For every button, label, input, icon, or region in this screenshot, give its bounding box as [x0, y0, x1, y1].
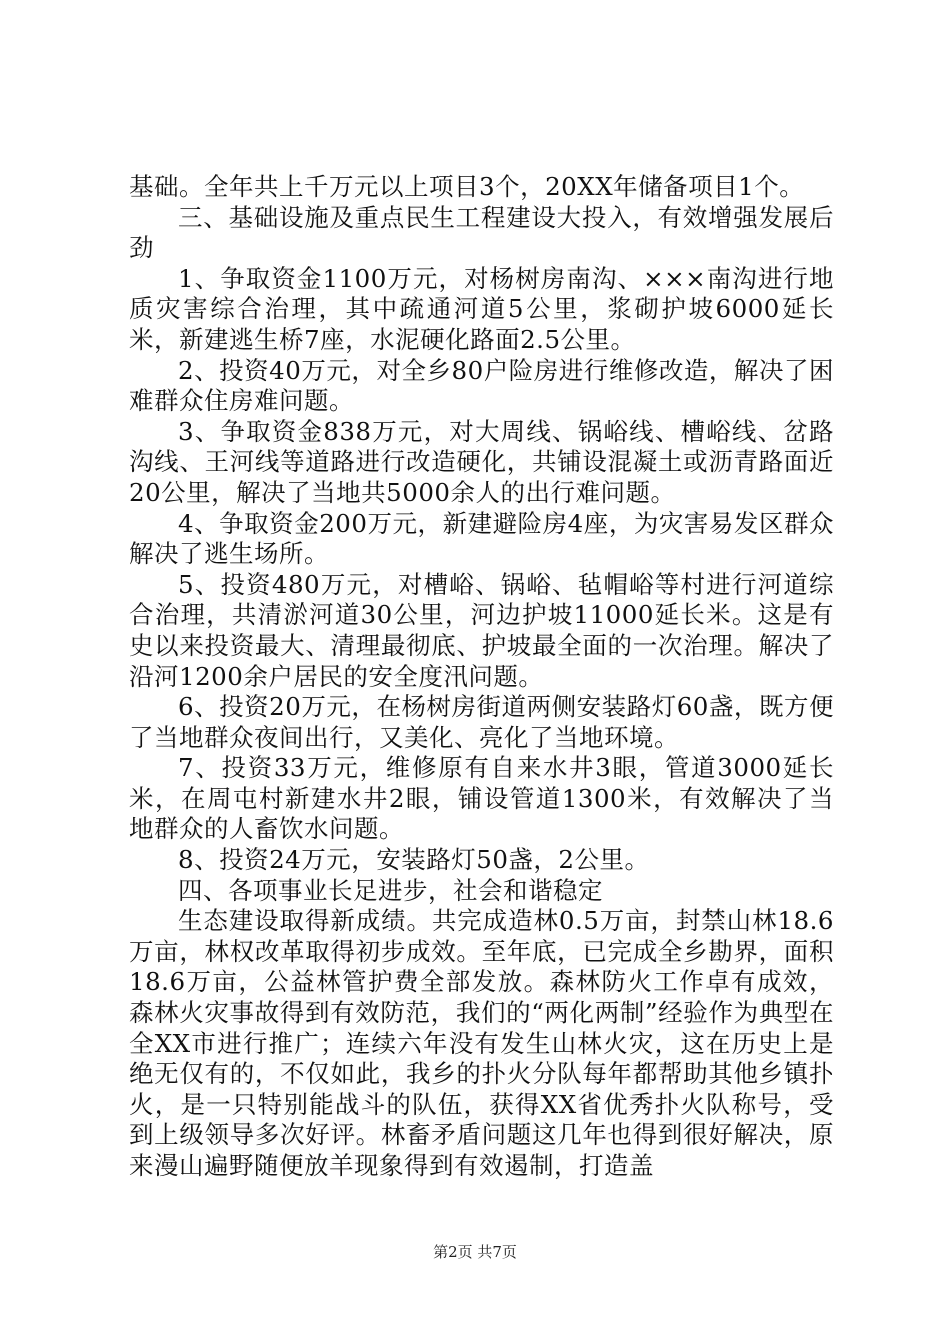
list-item-6: 6、投资20万元，在杨树房街道两侧安装路灯60盏，既方便了当地群众夜间出行，又美化、亮化了当地环境。	[129, 692, 834, 752]
list-item-5: 5、投资480万元，对槽峪、锅峪、毡帽峪等村进行河道综合治理，共清淤河道30公里，河边护坡11000延长米。这是有史以来投资最大、清理最彻底、护坡最全面的一次治理。解决了沿河1200余户居民的安全度汛问题。	[129, 569, 834, 691]
section-heading-three: 三、基础设施及重点民生工程建设大投入，有效增强发展后劲	[129, 202, 834, 263]
list-item-1: 1、争取资金1100万元，对杨树房南沟、×××南沟进行地质灾害综合治理，其中疏通河道5公里，浆砌护坡6000延长米，新建逃生桥7座，水泥硬化路面2.5公里。	[129, 263, 834, 354]
paragraph-ecology: 生态建设取得新成绩。共完成造林0.5万亩，封禁山林18.6万亩，林权改革取得初步成效。至年底，已完成全乡勘界，面积18.6万亩，公益林管护费全部发放。森林防火工作卓有成效，森林火灾事故得到有效防范，我们的“两化两制”经验作为典型在全XX市进行推广；连续六年没有发生山林火灾，这在历史上是绝无仅有的，不仅如此，我乡的扑火分队每年都帮助其他乡镇扑火，是一只特别能战斗的队伍，获得XX省优秀扑火队称号，受到上级领导多次好评。林畜矛盾问题这几年也得到很好解决，原来漫山遍野随便放羊现象得到有效遏制，打造盖	[129, 906, 834, 1180]
paragraph-continuation: 基础。全年共上千万元以上项目3个，20XX年储备项目1个。	[129, 172, 805, 201]
list-item-3: 3、争取资金838万元，对大周线、锅峪线、槽峪线、岔路沟线、王河线等道路进行改造硬化，共铺设混凝土或沥青路面近20公里，解决了当地共5000余人的出行难问题。	[129, 416, 834, 507]
list-item-2: 2、投资40万元，对全乡80户险房进行维修改造，解决了困难群众住房难问题。	[129, 355, 834, 416]
page-number-footer: 第2页 共7页	[433, 1243, 517, 1261]
document-body	[129, 172, 834, 1182]
list-item-4: 4、争取资金200万元，新建避险房4座，为灾害易发区群众解决了逃生场所。	[129, 508, 834, 569]
list-item-8: 8、投资24万元，安装路灯50盏，2公里。	[178, 845, 650, 875]
section-heading-four: 四、各项事业长足进步，社会和谐稳定	[178, 875, 603, 905]
list-item-7: 7、投资33万元，维修原有自来水井3眼，管道3000延长米，在周屯村新建水井2眼，铺设管道1300米，有效解决了当地群众的人畜饮水问题。	[129, 753, 834, 844]
